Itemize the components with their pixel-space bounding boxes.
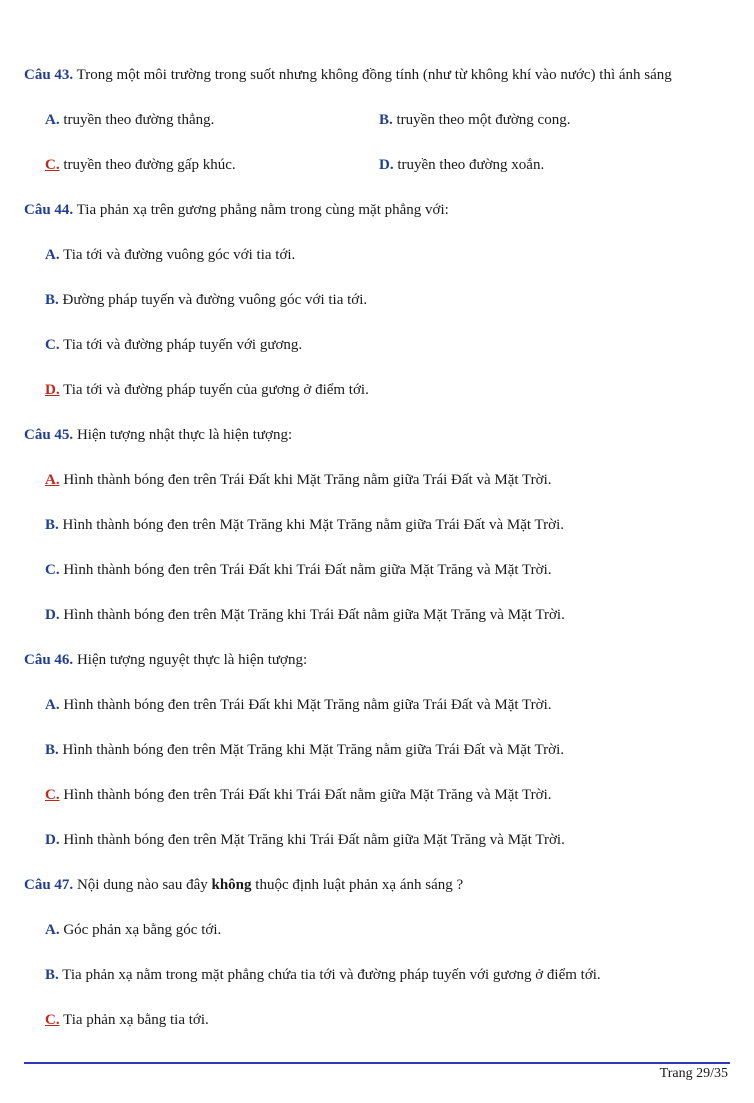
option-46-c bbox=[45, 786, 552, 804]
option-text: Góc phản xạ bằng góc tới. bbox=[59, 922, 222, 938]
question-label: Câu 44. bbox=[24, 202, 74, 218]
question-47 bbox=[24, 876, 463, 894]
question-45 bbox=[24, 426, 292, 444]
option-letter: A. bbox=[45, 922, 60, 938]
option-text: truyền theo đường gấp khúc. bbox=[59, 157, 236, 173]
option-letter: D. bbox=[45, 607, 60, 623]
option-44-d bbox=[45, 381, 369, 399]
option-letter: A. bbox=[45, 697, 60, 713]
question-text: Trong một môi trường trong suốt nhưng không đồng tính (như từ không khí vào nước) thì ánh sáng bbox=[73, 67, 672, 83]
option-46-a bbox=[45, 696, 552, 714]
option-text: Hình thành bóng đen trên Trái Đất khi Trái Đất nằm giữa Mặt Trăng và Mặt Trời. bbox=[59, 787, 552, 803]
footer-divider bbox=[24, 1062, 730, 1064]
question-label: Câu 45. bbox=[24, 427, 74, 443]
question-text: Hiện tượng nhật thực là hiện tượng: bbox=[73, 427, 293, 443]
option-text: Tia tới và đường vuông góc với tia tới. bbox=[59, 247, 296, 263]
option-43-c bbox=[45, 156, 236, 174]
option-text: Đường pháp tuyến và đường vuông góc với tia tới. bbox=[58, 292, 368, 308]
option-letter: B. bbox=[45, 742, 59, 758]
option-43-d bbox=[379, 156, 544, 174]
option-text: Hình thành bóng đen trên Trái Đất khi Trái Đất nằm giữa Mặt Trăng và Mặt Trời. bbox=[59, 562, 552, 578]
option-45-a bbox=[45, 471, 552, 489]
question-text: Hiện tượng nguyệt thực là hiện tượng: bbox=[73, 652, 308, 668]
option-letter-correct: D. bbox=[45, 382, 60, 398]
option-47-a bbox=[45, 921, 221, 939]
option-46-b bbox=[45, 741, 564, 759]
option-letter: D. bbox=[45, 832, 60, 848]
option-letter-correct: C. bbox=[45, 1012, 60, 1028]
question-46 bbox=[24, 651, 307, 669]
option-letter-correct: C. bbox=[45, 787, 60, 803]
option-44-a bbox=[45, 246, 295, 264]
option-44-c bbox=[45, 336, 302, 354]
option-45-d bbox=[45, 606, 565, 624]
option-letter: A. bbox=[45, 247, 60, 263]
option-text: Hình thành bóng đen trên Mặt Trăng khi Mặt Trăng nằm giữa Trái Đất và Mặt Trời. bbox=[58, 742, 564, 758]
option-text: Tia phản xạ bằng tia tới. bbox=[59, 1012, 209, 1028]
option-text: Hình thành bóng đen trên Mặt Trăng khi Trái Đất nằm giữa Mặt Trăng và Mặt Trời. bbox=[59, 607, 565, 623]
option-47-b bbox=[45, 966, 601, 984]
option-letter: C. bbox=[45, 562, 60, 578]
option-text: Hình thành bóng đen trên Mặt Trăng khi Trái Đất nằm giữa Mặt Trăng và Mặt Trời. bbox=[59, 832, 565, 848]
option-47-c bbox=[45, 1011, 209, 1029]
option-letter-correct: A. bbox=[45, 472, 60, 488]
option-43-b bbox=[379, 111, 570, 129]
option-46-d bbox=[45, 831, 565, 849]
option-letter: C. bbox=[45, 337, 60, 353]
option-45-b bbox=[45, 516, 564, 534]
option-44-b bbox=[45, 291, 367, 309]
option-text: Hình thành bóng đen trên Mặt Trăng khi Mặt Trăng nằm giữa Trái Đất và Mặt Trời. bbox=[58, 517, 564, 533]
question-text: Nội dung nào sau đây bbox=[73, 877, 212, 893]
question-43 bbox=[24, 66, 672, 84]
option-text: truyền theo một đường cong. bbox=[392, 112, 571, 128]
option-letter: B. bbox=[45, 292, 59, 308]
question-44 bbox=[24, 201, 449, 219]
question-text-tail: thuộc định luật phản xạ ánh sáng ? bbox=[251, 877, 464, 893]
option-text: truyền theo đường thẳng. bbox=[59, 112, 215, 128]
question-label: Câu 43. bbox=[24, 67, 74, 83]
option-letter: A. bbox=[45, 112, 60, 128]
option-letter: D. bbox=[379, 157, 394, 173]
option-text: Hình thành bóng đen trên Trái Đất khi Mặt Trăng nằm giữa Trái Đất và Mặt Trời. bbox=[59, 472, 552, 488]
question-emphasis: không bbox=[211, 877, 252, 893]
option-text: Tia tới và đường pháp tuyến của gương ở điểm tới. bbox=[59, 382, 369, 398]
option-text: Hình thành bóng đen trên Trái Đất khi Mặt Trăng nằm giữa Trái Đất và Mặt Trời. bbox=[59, 697, 552, 713]
option-letter: B. bbox=[379, 112, 393, 128]
page-number: Trang 29/35 bbox=[659, 1066, 728, 1081]
question-label: Câu 46. bbox=[24, 652, 74, 668]
question-text: Tia phản xạ trên gương phẳng nằm trong cùng mặt phẳng với: bbox=[73, 202, 449, 218]
option-letter: B. bbox=[45, 517, 59, 533]
question-label: Câu 47. bbox=[24, 877, 74, 893]
option-letter: B. bbox=[45, 967, 59, 983]
option-43-a bbox=[45, 111, 214, 129]
option-text: Tia phản xạ nằm trong mặt phẳng chứa tia tới và đường pháp tuyến với gương ở điểm tới. bbox=[58, 967, 601, 983]
option-letter-correct: C. bbox=[45, 157, 60, 173]
option-45-c bbox=[45, 561, 552, 579]
option-text: Tia tới và đường pháp tuyến với gương. bbox=[59, 337, 303, 353]
option-text: truyền theo đường xoắn. bbox=[393, 157, 545, 173]
